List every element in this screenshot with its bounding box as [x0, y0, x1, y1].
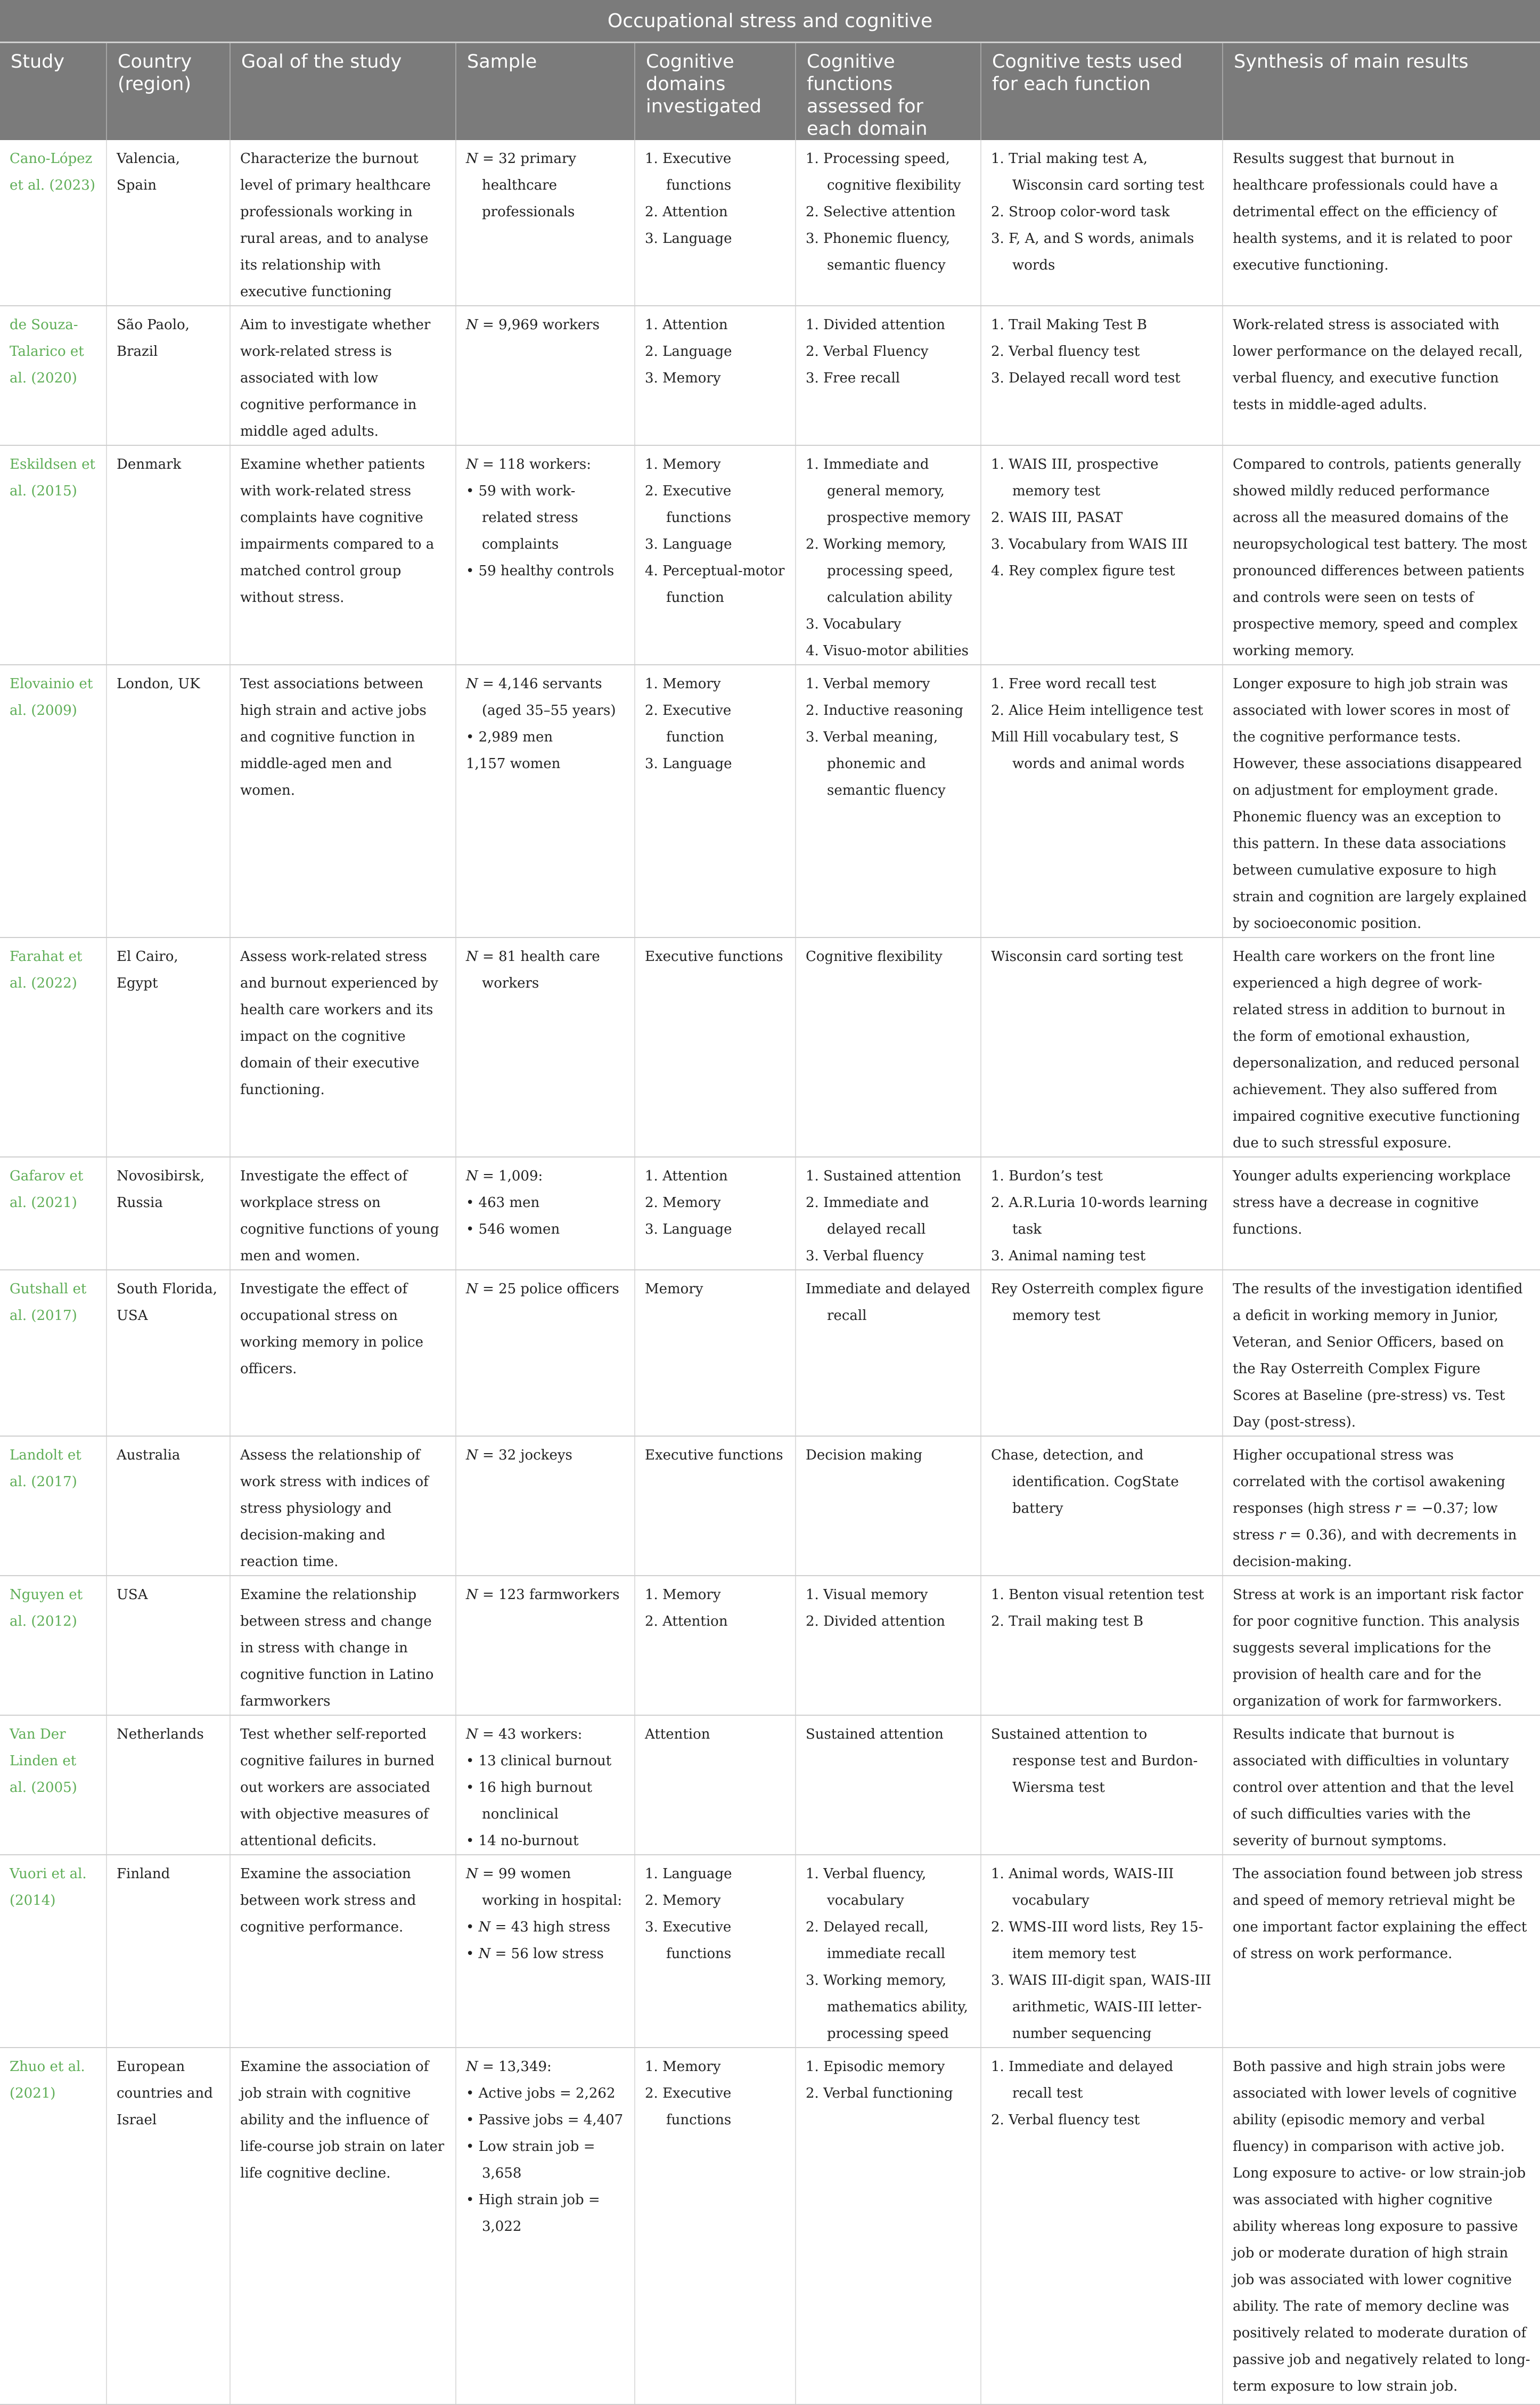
- cell-domains: [635, 140, 796, 306]
- cell-line: 1. Attention: [645, 1168, 728, 1184]
- cell-line: 1. Episodic memory: [806, 2059, 945, 2075]
- cell-line: 3. Animal naming test: [991, 1248, 1146, 1264]
- cell-line: • 13 clinical burnout: [466, 1753, 612, 1769]
- cell-results: Both passive and high strain jobs were associated with lower levels of cognitive ability (episodic memory and verbal fluency) in comparison with active job. Long exposure to active- or low strain-job was associated with higher cognitive ability whereas long exposure to passive job or moderate duration of high strain job was associated with lower cognitive ability. The rate of memory decline was positively related to moderate duration of passive job and negatively related to long-term exposure to low strain job.: [1223, 2048, 1540, 2404]
- cell-results: Health care workers on the front line experienced a high degree of work-related stress in addition to burnout in the form of emotional exhaustion, depersonalization, and reduced personal achievement. They also suffered from impaired cognitive executive functioning due to such stressful exposure.: [1223, 937, 1540, 1157]
- cell-sample: [456, 1157, 635, 1270]
- header-tests: Cognitive tests used for each function: [981, 43, 1223, 141]
- table-row: [0, 2048, 1540, 2404]
- cell-line: 1. WAIS III, prospective memory test: [991, 456, 1159, 499]
- cell-line: 1. Trail Making Test B: [991, 317, 1147, 333]
- cell-results: Compared to controls, patients generally showed mildly reduced performance across all the measured domains of the neuropsychological test battery. The most pronounced differences between patients and controls were seen on tests of prospective memory, speed and complex working memory.: [1223, 445, 1540, 665]
- cell-sample: [456, 2048, 635, 2404]
- cell-tests: [981, 1855, 1223, 2048]
- table-title: Occupational stress and cognitive: [0, 0, 1540, 43]
- cell-line: 2. Verbal fluency test: [991, 2112, 1140, 2128]
- cell-results: Higher occupational stress was correlated with the cortisol awakening responses (high stress r = −0.37; low stress r = 0.36), and with decrements in decision-making.: [1223, 1436, 1540, 1576]
- table-row: [0, 937, 1540, 1157]
- cell-sample: [456, 665, 635, 937]
- cell-line: • 546 women: [466, 1221, 560, 1237]
- cell-domains: [635, 1576, 796, 1715]
- cell-line: 3. Verbal meaning, phonemic and semantic fluency: [806, 729, 946, 798]
- cell-line: 3. Executive functions: [645, 1919, 732, 1962]
- cell-line: 4. Visuo-motor abilities: [806, 643, 969, 659]
- cell-line: 1. Memory: [645, 676, 721, 692]
- cell-line: 1. Attention: [645, 317, 728, 333]
- cell-line: Chase, detection, and identification. CogState battery: [991, 1447, 1179, 1517]
- cell-tests: [981, 2048, 1223, 2404]
- cell-line: 3. Language: [645, 1221, 732, 1237]
- cell-line: • High strain job = 3,022: [466, 2192, 600, 2235]
- cell-line: 2. Alice Heim intelligence test: [991, 703, 1203, 719]
- cell-line: 3. Verbal fluency: [806, 1248, 924, 1264]
- cell-sample: [456, 1715, 635, 1855]
- cell-line: 3. Language: [645, 756, 732, 772]
- cell-study: Vuori et al. (2014): [0, 1855, 107, 2048]
- cell-goal: Investigate the effect of workplace stress on cognitive functions of young men and women.: [230, 1157, 456, 1270]
- cell-line: Executive functions: [645, 1447, 783, 1463]
- cell-line: N = 118 workers:: [466, 456, 591, 472]
- cell-line: 1. Memory: [645, 1587, 721, 1603]
- cell-line: 3. F, A, and S words, animals words: [991, 231, 1194, 273]
- cell-line: 2. Stroop color-word task: [991, 204, 1170, 220]
- cell-line: N = 32 primary healthcare professionals: [466, 151, 577, 220]
- cell-line: 3. WAIS III-digit span, WAIS-III arithmetic, WAIS-III letter-number sequencing: [991, 1972, 1211, 2042]
- cell-goal: Examine the association between work stress and cognitive performance.: [230, 1855, 456, 2048]
- cell-domains: [635, 306, 796, 445]
- cell-country: São Paolo, Brazil: [107, 306, 230, 445]
- cell-domains: [635, 2048, 796, 2404]
- cell-line: Decision making: [806, 1447, 923, 1463]
- cell-functions: [796, 1715, 981, 1855]
- cell-goal: Investigate the effect of occupational stress on working memory in police officers.: [230, 1270, 456, 1436]
- cell-functions: [796, 1157, 981, 1270]
- cell-line: Immediate and delayed recall: [806, 1281, 971, 1324]
- cell-country: South Florida, USA: [107, 1270, 230, 1436]
- cell-results: The results of the investigation identified a deficit in working memory in Junior, Veteran, and Senior Officers, based on the Ray Osterreith Complex Figure Scores at Baseline (pre-stress) vs. Test Day (post-stress).: [1223, 1270, 1540, 1436]
- cell-line: 3. Delayed recall word test: [991, 370, 1181, 386]
- cell-functions: [796, 306, 981, 445]
- cell-goal: Assess work-related stress and burnout experienced by health care workers and its impact on the cognitive domain of their executive functioning.: [230, 937, 456, 1157]
- cell-domains: [635, 1157, 796, 1270]
- cell-line: 2. Divided attention: [806, 1613, 945, 1629]
- cell-sample: [456, 306, 635, 445]
- cell-country: Netherlands: [107, 1715, 230, 1855]
- cell-line: 1. Immediate and delayed recall test: [991, 2059, 1174, 2101]
- cell-study: Van Der Linden et al. (2005): [0, 1715, 107, 1855]
- cell-line: 2. WAIS III, PASAT: [991, 510, 1123, 526]
- cell-line: 1. Divided attention: [806, 317, 945, 333]
- cell-line: 1. Visual memory: [806, 1587, 928, 1603]
- cell-country: London, UK: [107, 665, 230, 937]
- cell-line: 1. Immediate and general memory, prospective memory: [806, 456, 971, 526]
- cell-line: 2. Immediate and delayed recall: [806, 1195, 929, 1237]
- cell-functions: [796, 1576, 981, 1715]
- header-sample: Sample: [456, 43, 635, 141]
- table-row: [0, 306, 1540, 445]
- cell-country: Denmark: [107, 445, 230, 665]
- cell-goal: Test associations between high strain and active jobs and cognitive function in middle-aged men and women.: [230, 665, 456, 937]
- cell-line: 2. WMS-III word lists, Rey 15-item memory test: [991, 1919, 1203, 1962]
- cell-line: • N = 43 high stress: [466, 1919, 611, 1935]
- cell-domains: [635, 1270, 796, 1436]
- cell-goal: Examine the relationship between stress and change in stress with change in cognitive function in Latino farmworkers: [230, 1576, 456, 1715]
- cell-domains: [635, 937, 796, 1157]
- cell-line: 3. Language: [645, 231, 732, 247]
- cell-line: • 59 with work-related stress complaints: [466, 483, 578, 552]
- cell-study: Elovainio et al. (2009): [0, 665, 107, 937]
- cell-domains: [635, 1715, 796, 1855]
- cell-line: 2. Executive function: [645, 703, 732, 745]
- cell-line: 1,157 women: [466, 756, 561, 772]
- cell-line: 2. Memory: [645, 1893, 721, 1909]
- cell-line: Cognitive flexibility: [806, 949, 943, 965]
- cell-line: N = 13,349:: [466, 2059, 552, 2075]
- table-row: [0, 140, 1540, 306]
- cell-line: 2. Executive functions: [645, 2085, 732, 2128]
- cell-line: 1. Memory: [645, 456, 721, 472]
- cell-line: N = 1,009:: [466, 1168, 543, 1184]
- cell-country: Finland: [107, 1855, 230, 2048]
- cell-goal: Test whether self-reported cognitive failures in burned out workers are associated with objective measures of attentional deficits.: [230, 1715, 456, 1855]
- cell-line: 2. Inductive reasoning: [806, 703, 963, 719]
- cell-line: N = 81 health care workers: [466, 949, 600, 991]
- cell-results: Results indicate that burnout is associated with difficulties in voluntary control over attention and that the level of such difficulties varies with the severity of burnout symptoms.: [1223, 1715, 1540, 1855]
- cell-line: 4. Rey complex figure test: [991, 563, 1175, 579]
- table-row: [0, 1270, 1540, 1436]
- cell-line: N = 4,146 servants (aged 35–55 years): [466, 676, 616, 719]
- cell-tests: [981, 665, 1223, 937]
- table-row: [0, 665, 1540, 937]
- cell-line: • N = 56 low stress: [466, 1946, 604, 1962]
- cell-domains: [635, 445, 796, 665]
- cell-sample: [456, 1855, 635, 2048]
- cell-domains: [635, 665, 796, 937]
- cell-line: 3. Free recall: [806, 370, 900, 386]
- cell-sample: [456, 140, 635, 306]
- cell-line: 2. Memory: [645, 1195, 721, 1211]
- cell-line: 1. Burdon’s test: [991, 1168, 1103, 1184]
- table-row: [0, 1576, 1540, 1715]
- cell-line: 1. Trial making test A, Wisconsin card sorting test: [991, 151, 1205, 193]
- cell-goal: Examine whether patients with work-related stress complaints have cognitive impairments compared to a matched control group without stress.: [230, 445, 456, 665]
- cell-country: Novosibirsk, Russia: [107, 1157, 230, 1270]
- cell-domains: [635, 1436, 796, 1576]
- cell-country: Australia: [107, 1436, 230, 1576]
- cell-line: Sustained attention to response test and Burdon-Wiersma test: [991, 1726, 1198, 1796]
- cell-line: 1. Free word recall test: [991, 676, 1157, 692]
- cell-study: Zhuo et al. (2021): [0, 2048, 107, 2404]
- cell-line: Wisconsin card sorting test: [991, 949, 1183, 965]
- cell-line: 1. Memory: [645, 2059, 721, 2075]
- cell-functions: [796, 445, 981, 665]
- cell-line: N = 9,969 workers: [466, 317, 600, 333]
- cell-tests: [981, 306, 1223, 445]
- cell-tests: [981, 1157, 1223, 1270]
- cell-line: N = 43 workers:: [466, 1726, 583, 1742]
- cell-functions: [796, 2048, 981, 2404]
- cell-line: 2. Selective attention: [806, 204, 956, 220]
- cell-study: Eskildsen et al. (2015): [0, 445, 107, 665]
- header-goal: Goal of the study: [230, 43, 456, 141]
- cell-country: El Cairo, Egypt: [107, 937, 230, 1157]
- cell-line: N = 123 farmworkers: [466, 1587, 620, 1603]
- cell-domains: [635, 1855, 796, 2048]
- cell-functions: [796, 1270, 981, 1436]
- cell-study: Gafarov et al. (2021): [0, 1157, 107, 1270]
- cell-sample: [456, 1576, 635, 1715]
- cell-line: • 463 men: [466, 1195, 540, 1211]
- cell-line: 1. Verbal memory: [806, 676, 930, 692]
- cell-line: 3. Memory: [645, 370, 721, 386]
- cell-line: 1. Animal words, WAIS-III vocabulary: [991, 1866, 1174, 1909]
- cell-line: 2. Language: [645, 344, 732, 360]
- header-domains: Cognitive domains investigated: [635, 43, 796, 141]
- cell-line: 1. Verbal fluency, vocabulary: [806, 1866, 927, 1909]
- cell-study: Farahat et al. (2022): [0, 937, 107, 1157]
- table-row: [0, 1855, 1540, 2048]
- cell-line: Attention: [645, 1726, 710, 1742]
- cell-results: Results suggest that burnout in healthcare professionals could have a detrimental effect on the efficiency of health systems, and it is related to poor executive functioning.: [1223, 140, 1540, 306]
- cell-sample: [456, 937, 635, 1157]
- cell-line: N = 99 women working in hospital:: [466, 1866, 622, 1909]
- cell-goal: Aim to investigate whether work-related stress is associated with low cognitive performance in middle aged adults.: [230, 306, 456, 445]
- cell-line: Memory: [645, 1281, 703, 1297]
- cell-study: de Souza-Talarico et al. (2020): [0, 306, 107, 445]
- cell-results: Work-related stress is associated with lower performance on the delayed recall, verbal fluency, and executive function tests in middle-aged adults.: [1223, 306, 1540, 445]
- cell-line: 2. Attention: [645, 1613, 728, 1629]
- cell-tests: [981, 1270, 1223, 1436]
- cell-line: • 16 high burnout nonclinical: [466, 1780, 593, 1822]
- cell-line: 1. Sustained attention: [806, 1168, 961, 1184]
- cell-line: 2. Verbal fluency test: [991, 344, 1140, 360]
- cell-functions: [796, 140, 981, 306]
- cell-line: 3. Working memory, mathematics ability, processing speed: [806, 1972, 968, 2042]
- cell-line: 2. Working memory, processing speed, calculation ability: [806, 536, 953, 606]
- cell-country: USA: [107, 1576, 230, 1715]
- table-row: [0, 1157, 1540, 1270]
- cell-line: 2. Delayed recall, immediate recall: [806, 1919, 946, 1962]
- cell-line: N = 32 jockeys: [466, 1447, 572, 1463]
- header-country: Country (region): [107, 43, 230, 141]
- cell-line: Executive functions: [645, 949, 783, 965]
- cell-functions: [796, 1436, 981, 1576]
- cell-tests: [981, 937, 1223, 1157]
- cell-goal: Examine the association of job strain with cognitive ability and the influence of life-course job strain on later life cognitive decline.: [230, 2048, 456, 2404]
- cell-sample: [456, 1270, 635, 1436]
- cell-line: 3. Vocabulary: [806, 616, 902, 632]
- cell-country: European countries and Israel: [107, 2048, 230, 2404]
- cell-tests: [981, 1576, 1223, 1715]
- header-functions: Cognitive functions assessed for each domain: [796, 43, 981, 141]
- table-row: [0, 1436, 1540, 1576]
- cell-line: 4. Perceptual-motor function: [645, 563, 785, 606]
- table-row: [0, 445, 1540, 665]
- cell-line: Mill Hill vocabulary test, S words and animal words: [991, 729, 1185, 772]
- cell-line: • 59 healthy controls: [466, 563, 615, 579]
- cell-goal: Assess the relationship of work stress with indices of stress physiology and decision-making and reaction time.: [230, 1436, 456, 1576]
- cell-results: Younger adults experiencing workplace stress have a decrease in cognitive functions.: [1223, 1157, 1540, 1270]
- cell-functions: [796, 665, 981, 937]
- cell-line: • Active jobs = 2,262: [466, 2085, 616, 2101]
- cell-line: 1. Processing speed, cognitive flexibility: [806, 151, 961, 193]
- cell-line: 1. Benton visual retention test: [991, 1587, 1205, 1603]
- cell-functions: [796, 937, 981, 1157]
- header-study: Study: [0, 43, 107, 141]
- cell-tests: [981, 1436, 1223, 1576]
- cell-study: Cano-López et al. (2023): [0, 140, 107, 306]
- cell-line: 3. Vocabulary from WAIS III: [991, 536, 1188, 552]
- cell-line: 2. Trail making test B: [991, 1613, 1144, 1629]
- cell-tests: [981, 445, 1223, 665]
- cell-line: • Low strain job = 3,658: [466, 2139, 595, 2181]
- cell-line: N = 25 police officers: [466, 1281, 619, 1297]
- cell-line: 2. A.R.Luria 10-words learning task: [991, 1195, 1208, 1237]
- cell-line: 1. Language: [645, 1866, 732, 1882]
- cell-functions: [796, 1855, 981, 2048]
- cell-sample: [456, 445, 635, 665]
- cell-line: • Passive jobs = 4,407: [466, 2112, 624, 2128]
- cell-tests: [981, 1715, 1223, 1855]
- table-row: [0, 1715, 1540, 1855]
- cell-line: 1. Executive functions: [645, 151, 732, 193]
- cell-line: 2. Verbal Fluency: [806, 344, 929, 360]
- cell-sample: [456, 1436, 635, 1576]
- cell-line: • 2,989 men: [466, 729, 553, 745]
- cell-results: Stress at work is an important risk factor for poor cognitive function. This analysis suggests several implications for the provision of health care and for the organization of work for farmworkers.: [1223, 1576, 1540, 1715]
- cell-line: 2. Executive functions: [645, 483, 732, 526]
- cell-study: Landolt et al. (2017): [0, 1436, 107, 1576]
- cell-goal: Characterize the burnout level of primary healthcare professionals working in rural areas, and to analyse its relationship with executive functioning: [230, 140, 456, 306]
- cell-line: 2. Attention: [645, 204, 728, 220]
- cell-line: 3. Language: [645, 536, 732, 552]
- cell-line: Rey Osterreith complex figure memory test: [991, 1281, 1204, 1324]
- cell-study: Gutshall et al. (2017): [0, 1270, 107, 1436]
- cell-results: The association found between job stress and speed of memory retrieval might be one important factor explaining the effect of stress on work performance.: [1223, 1855, 1540, 2048]
- cell-country: Valencia, Spain: [107, 140, 230, 306]
- cell-line: • 14 no-burnout: [466, 1833, 579, 1849]
- cell-line: 3. Phonemic fluency, semantic fluency: [806, 231, 951, 273]
- cell-tests: [981, 140, 1223, 306]
- cell-line: Sustained attention: [806, 1726, 944, 1742]
- cell-results: Longer exposure to high job strain was associated with lower scores in most of the cognitive performance tests. However, these associations disappeared on adjustment for employment grade. Phonemic fluency was an exception to this pattern. In these data associations between cumulative exposure to high strain and cognition are largely explained by socioeconomic position.: [1223, 665, 1540, 937]
- cell-line: 2. Verbal functioning: [806, 2085, 953, 2101]
- header-results: Synthesis of main results: [1223, 43, 1540, 141]
- cell-study: Nguyen et al. (2012): [0, 1576, 107, 1715]
